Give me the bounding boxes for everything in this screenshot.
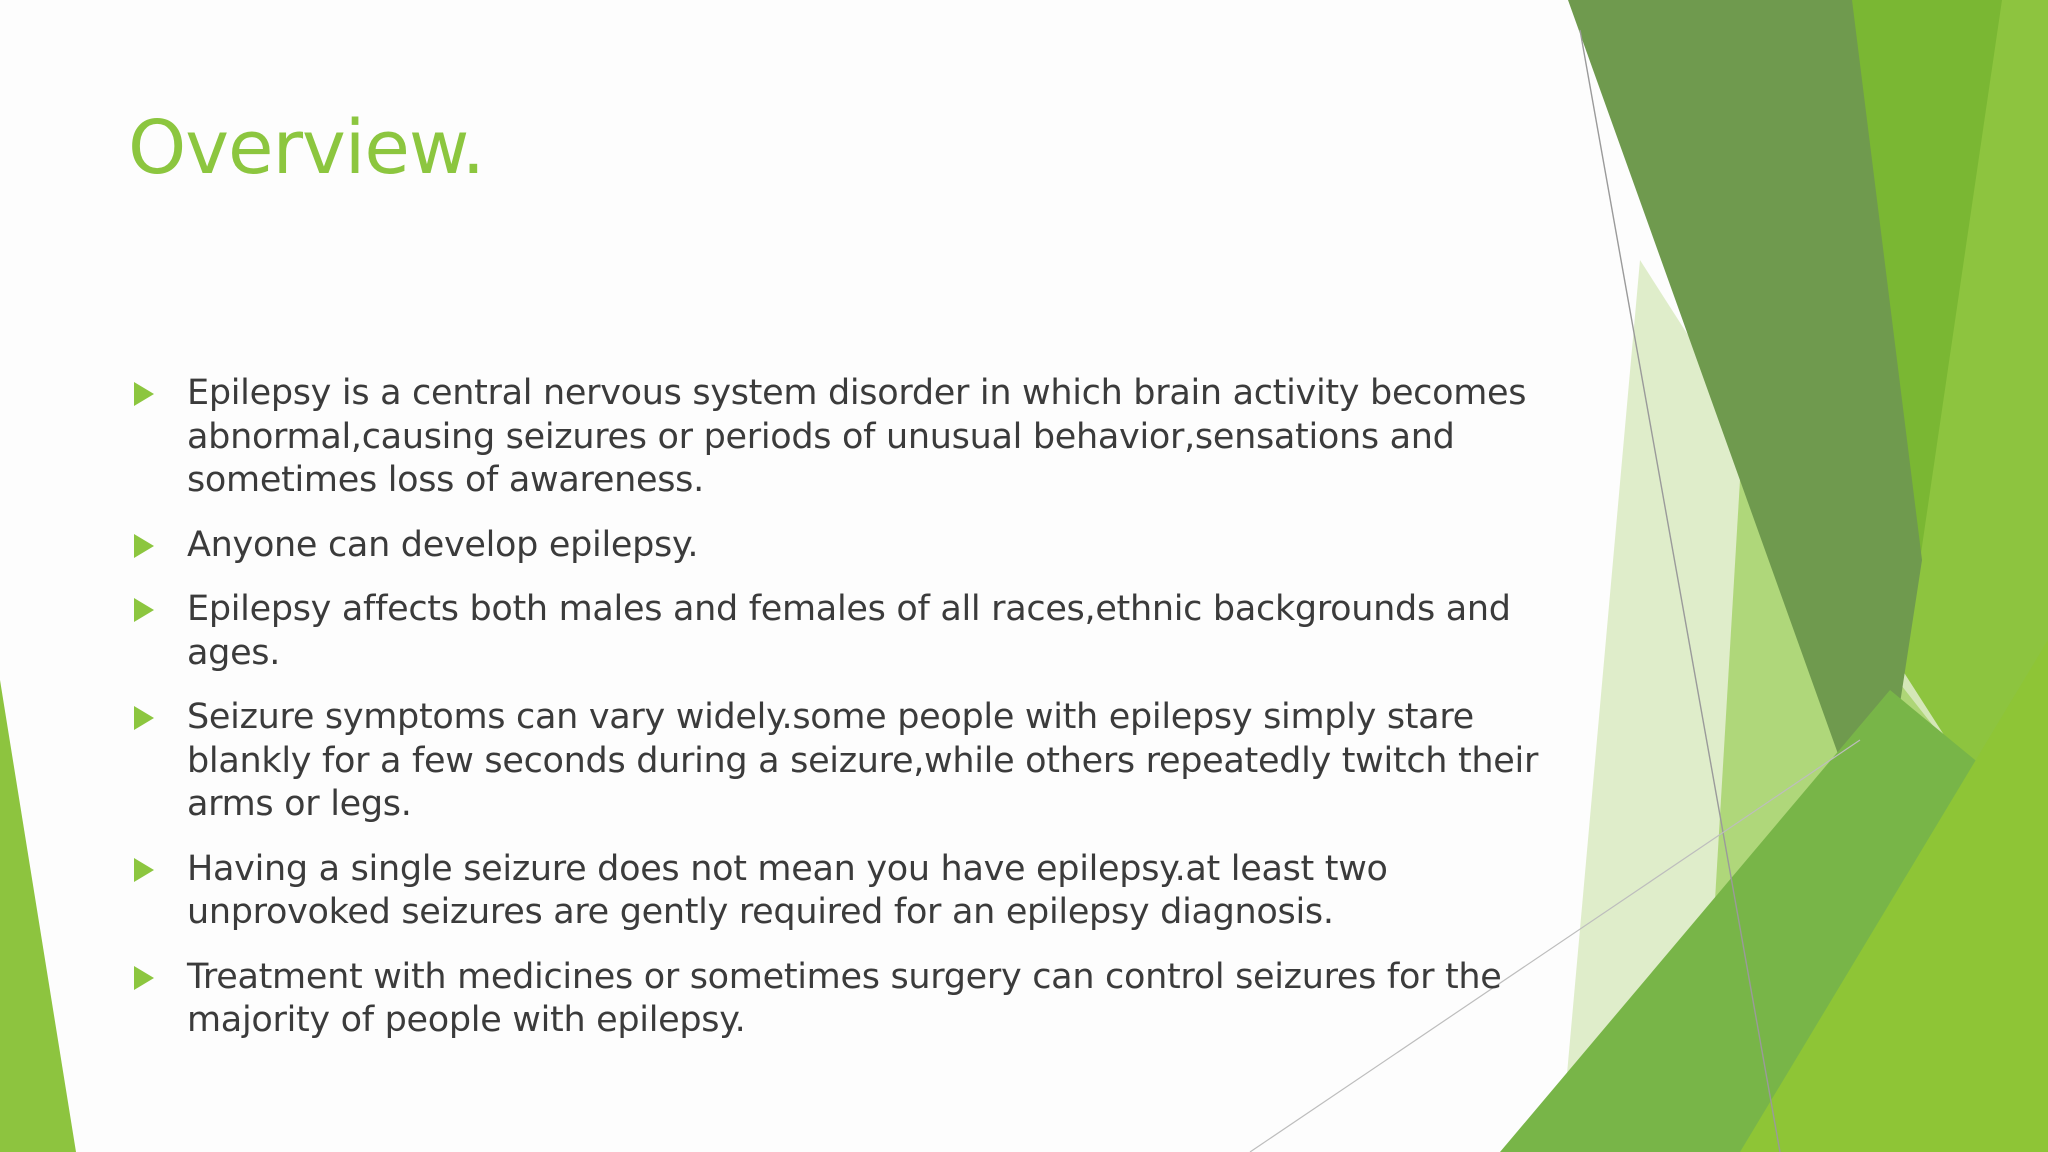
left-green-sliver [0,680,76,1152]
bullet-item [128,848,1558,935]
bullet-text: Epilepsy affects both males and females of all races,ethnic backgrounds and ages. [187,589,1511,673]
bullet-item [128,372,1558,503]
bullet-text: Anyone can develop epilepsy. [187,524,699,565]
bullet-text: Treatment with medicines or sometimes surgery can control seizures for the majority of people with epilepsy. [187,956,1502,1040]
bullet-item [128,524,1558,568]
bullet-item [128,588,1558,675]
bullet-text: Epilepsy is a central nervous system disorder in which brain activity becomes abnormal,causing seizures or periods of unusual behavior,sensations and sometimes loss of awareness. [187,373,1527,500]
triangle-right-icon [134,382,154,406]
bullet-list [128,372,1558,1064]
triangle-right-icon [134,534,154,558]
triangle-right-icon [134,706,154,730]
bullet-item [128,956,1558,1043]
bullet-text: Having a single seizure does not mean you have epilepsy.at least two unprovoked seizures are gently required for an epilepsy diagnosis. [187,848,1388,932]
bullet-text: Seizure symptoms can vary widely.some people with epilepsy simply stare blankly for a few seconds during a seizure,while others repeatedly twitch their arms or legs. [187,697,1539,824]
bullet-item [128,696,1558,827]
triangle-right-icon [134,966,154,990]
slide-title: Overview. [128,105,485,191]
triangle-right-icon [134,858,154,882]
triangle-right-icon [134,598,154,622]
